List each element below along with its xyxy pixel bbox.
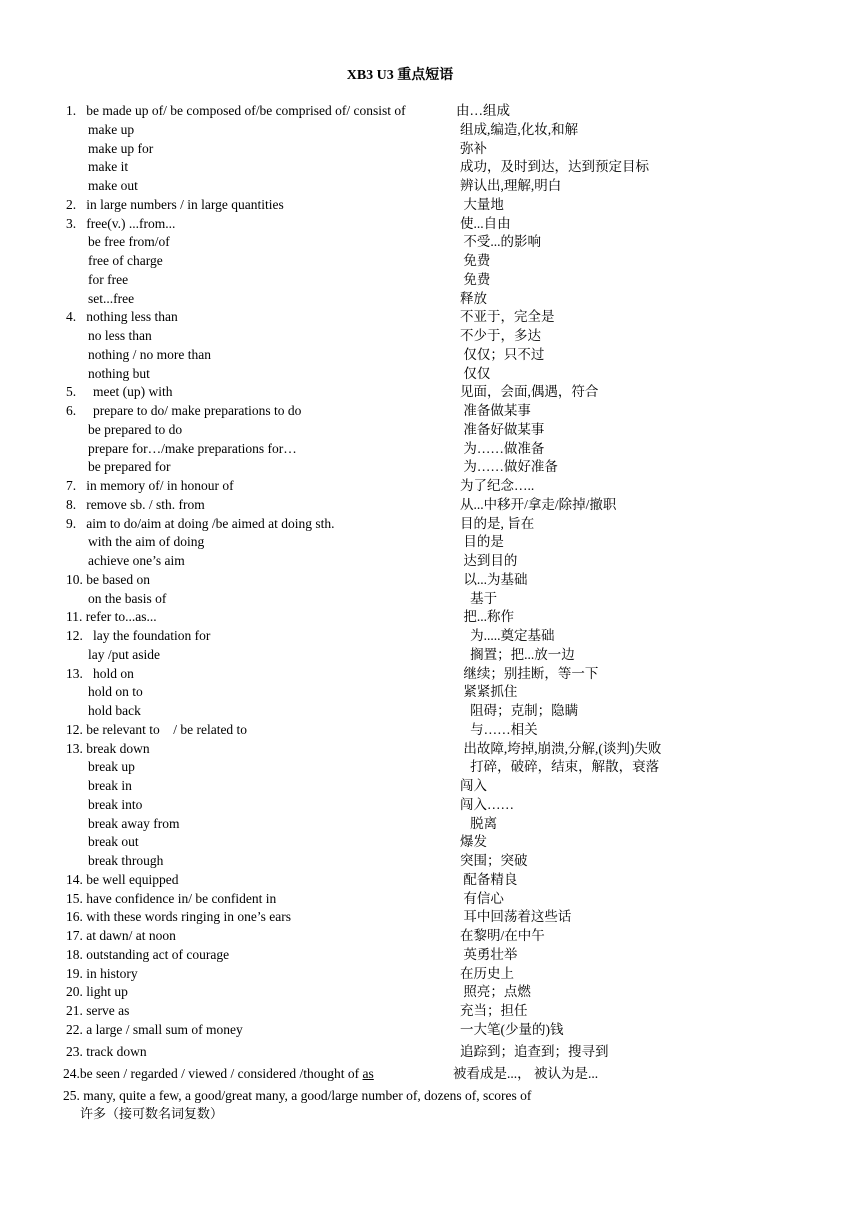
phrase-chinese: 在黎明/在中午	[460, 928, 545, 943]
phrase-chinese: 准备做某事	[460, 403, 531, 418]
phrase-english: 15. have confidence in/ be confident in	[66, 890, 277, 906]
phrase-chinese: 配备精良	[460, 871, 518, 887]
phrase-english: hold back	[88, 703, 141, 718]
phrase-chinese: 组成,编造,化妆,和解	[460, 121, 579, 137]
phrase-english: 5. meet (up) with	[66, 384, 173, 400]
phrase-english: 11. refer to...as...	[66, 609, 157, 625]
phrase-english: 18. outstanding act of courage	[66, 946, 230, 962]
phrase-english: 25. many, quite a few, a good/great many, a good/large number of, dozens of, scores of	[63, 1088, 532, 1103]
phrase-chinese: 准备好做某事	[460, 421, 545, 437]
phrase-english: be prepared for	[88, 459, 171, 475]
phrase-chinese: 仅仅	[460, 365, 491, 381]
phrase-english: break through	[88, 853, 164, 868]
phrase-chinese: 脱离	[460, 815, 498, 831]
phrase-english: be prepared to do	[88, 421, 183, 437]
phrase-chinese: 阻碍；克制；隐瞒	[460, 703, 579, 718]
phrase-english: 22. a large / small sum of money	[66, 1021, 243, 1037]
phrase-chinese: 为.....奠定基础	[460, 628, 555, 643]
phrase-chinese: 大量地	[460, 196, 504, 212]
phrase-chinese: 目的是, 旨在	[460, 515, 535, 531]
phrase-chinese: 见面，会面,偶遇，符合	[460, 384, 599, 400]
phrase-english: 21. serve as	[66, 1003, 130, 1018]
phrase-chinese: 继续；别挂断，等一下	[460, 665, 599, 681]
phrase-chinese: 为……做准备	[460, 440, 545, 456]
phrase-english: be free from/of	[88, 234, 170, 250]
phrase-chinese: 为了纪念…..	[460, 478, 535, 493]
phrase-english: 1. be made up of/ be composed of/be comprised of/ consist of	[66, 103, 406, 118]
phrase-chinese: 被看成是...， 被认为是...	[453, 1066, 599, 1081]
phrase-chinese: 从...中移开/拿走/除掉/撤职	[460, 496, 617, 512]
phrase-chinese: 充当；担任	[460, 1003, 528, 1018]
phrase-english: make up	[88, 121, 135, 137]
phrase-english: 19. in history	[66, 965, 138, 981]
phrase-english: for free	[88, 271, 129, 287]
phrase-english: 10. be based on	[66, 571, 150, 587]
phrase-english: 23. track down	[66, 1044, 147, 1059]
phrase-english: achieve one’s aim	[88, 553, 185, 568]
phrase-chinese: 不亚于，完全是	[460, 309, 555, 325]
phrase-chinese: 基于	[460, 590, 498, 606]
phrase-chinese: 照亮；点燃	[460, 984, 531, 1000]
phrase-english: 6. prepare to do/ make preparations to do	[66, 403, 302, 418]
phrase-english: lay /put aside	[88, 646, 160, 662]
phrase-english: 3. free(v.) ...from...	[66, 215, 176, 231]
phrase-chinese: 成功，及时到达，达到预定目标	[460, 159, 649, 175]
phrase-chinese: 达到目的	[460, 553, 518, 568]
phrase-english: 13. break down	[66, 740, 150, 756]
phrase-english: free of charge	[88, 253, 163, 268]
phrase-english: 8. remove sb. / sth. from	[66, 496, 205, 512]
phrase-english: make out	[88, 178, 138, 193]
phrase-chinese: 搁置；把...放一边	[460, 646, 575, 662]
phrase-english: hold on to	[88, 684, 143, 700]
phrase-chinese: 目的是	[460, 534, 504, 550]
page-title: XB3 U3 重点短语	[346, 68, 454, 83]
phrase-chinese: 仅仅；只不过	[460, 346, 545, 362]
phrase-english: make up for	[88, 140, 154, 156]
phrase-chinese: 闯入……	[460, 796, 514, 812]
phrase-chinese: 使...自由	[460, 215, 511, 231]
phrase-chinese: 弥补	[460, 140, 487, 156]
phrase-chinese: 耳中回荡着这些话	[460, 909, 572, 925]
phrase-english: with the aim of doing	[88, 534, 205, 550]
phrase-chinese: 与……相关	[460, 721, 538, 737]
phrase-english: break in	[88, 778, 132, 793]
phrase-chinese: 突围；突破	[460, 853, 528, 868]
phrase-chinese: 释放	[460, 290, 487, 306]
phrase-english: 4. nothing less than	[66, 309, 178, 325]
phrase-english: break away from	[88, 815, 180, 831]
phrase-chinese: 免费	[460, 271, 491, 287]
phrase-english: 12. lay the foundation for	[66, 628, 211, 643]
underlined-word: as	[362, 1066, 374, 1081]
phrase-english: prepare for…/make preparations for…	[88, 440, 297, 456]
phrase-english: 20. light up	[66, 984, 128, 1000]
phrase-chinese: 出故障,垮掉,崩溃,分解,(谈判)失败	[460, 740, 662, 756]
phrase-chinese: 许多（接可数名词复数）	[80, 1107, 224, 1122]
phrase-chinese: 闯入	[460, 778, 487, 793]
phrase-english: 13. hold on	[66, 665, 134, 681]
phrase-chinese: 在历史上	[460, 965, 514, 981]
phrase-chinese: 不少于，多达	[460, 328, 541, 343]
phrase-chinese: 辨认出,理解,明白	[460, 178, 562, 193]
phrase-english: 24.be seen / regarded / viewed / considered /thought of as	[63, 1066, 374, 1081]
phrase-english: 16. with these words ringing in one’s ears	[66, 909, 291, 925]
phrase-english: 17. at dawn/ at noon	[66, 928, 176, 943]
phrase-chinese: 有信心	[460, 890, 504, 906]
phrase-chinese: 把...称作	[460, 609, 514, 625]
phrase-english: 9. aim to do/aim at doing /be aimed at doing sth.	[66, 515, 335, 531]
phrase-chinese: 不受...的影响	[460, 234, 541, 250]
phrase-chinese: 免费	[460, 253, 491, 268]
phrase-chinese: 为……做好准备	[460, 459, 558, 475]
phrase-english: 2. in large numbers / in large quantities	[66, 196, 284, 212]
phrase-chinese: 一大笔(少量的)钱	[460, 1021, 564, 1037]
phrase-english: nothing / no more than	[88, 346, 211, 362]
phrase-english: set...free	[88, 290, 135, 306]
phrase-chinese: 以...为基础	[460, 571, 528, 587]
phrase-english: 7. in memory of/ in honour of	[66, 478, 234, 493]
phrase-chinese: 由…组成	[456, 103, 510, 118]
phrase-chinese: 追踪到；追查到；搜寻到	[460, 1044, 609, 1059]
phrase-english: on the basis of	[88, 590, 167, 606]
phrase-english: nothing but	[88, 365, 150, 381]
phrase-english: 12. be relevant to / be related to	[66, 721, 248, 737]
phrase-english: break out	[88, 834, 139, 850]
phrase-english: break into	[88, 796, 143, 812]
phrase-english: break up	[88, 759, 135, 775]
phrase-english: 14. be well equipped	[66, 871, 179, 887]
phrase-chinese: 紧紧抓住	[460, 684, 518, 700]
phrase-english: make it	[88, 159, 129, 175]
phrase-english: no less than	[88, 328, 152, 343]
phrase-chinese: 打碎，破碎，结束，解散，衰落	[460, 759, 660, 775]
phrase-chinese: 英勇壮举	[460, 946, 518, 962]
phrase-chinese: 爆发	[460, 834, 487, 850]
